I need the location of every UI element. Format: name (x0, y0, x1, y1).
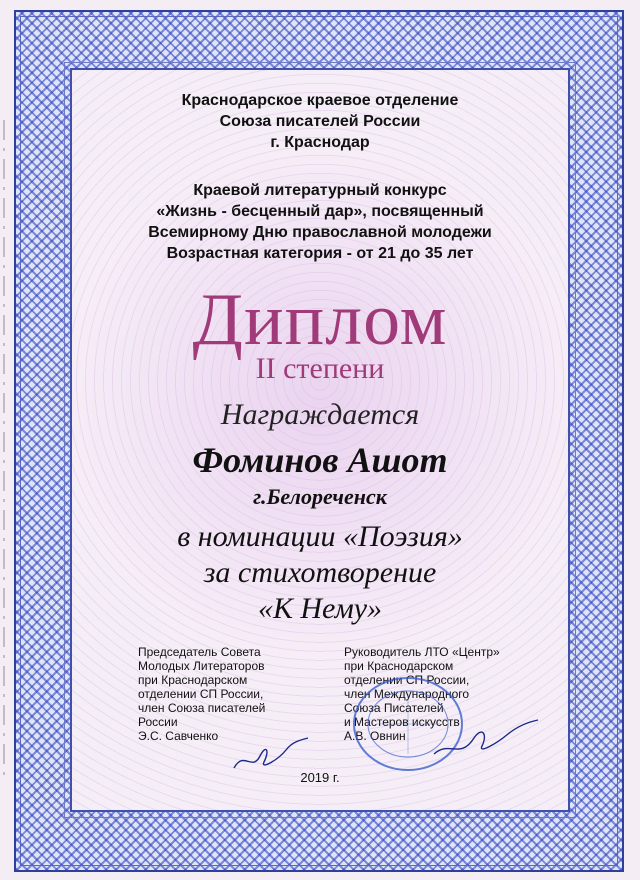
contest-line: Краевой литературный конкурс (193, 182, 447, 199)
signatory-line: Руководитель ЛТО «Центр» (344, 645, 500, 659)
diploma-degree: II степени (255, 352, 385, 385)
org-line: Краснодарское краевое отделение (181, 92, 459, 109)
diploma-title: Диплом (192, 279, 448, 361)
signatory-line: отделении СП России, (138, 687, 264, 701)
contest-line: Возрастная категория - от 21 до 35 лет (166, 245, 474, 262)
recipient-city: г.Белореченск (253, 484, 387, 509)
issue-year: 2019 г. (300, 770, 340, 785)
nomination: в номинации «Поэзия» (177, 520, 463, 553)
recipient-name: Фоминов Ашот (192, 440, 448, 480)
contest-line: «Жизнь - бесценный дар», посвященный (156, 203, 484, 220)
signatory-line: отделении СП России, (344, 673, 470, 687)
awarded-label: Награждается (220, 398, 420, 431)
organization-header (0, 90, 640, 153)
signatory-line: при Краснодарском (344, 659, 454, 673)
for-poem-label: за стихотворение (203, 556, 437, 589)
handwritten-signature-right (430, 700, 540, 770)
org-line: Союза писателей России (219, 113, 421, 130)
signatory-line: и Мастеров искусств (344, 715, 460, 729)
signatory-line: член Международного (344, 687, 470, 701)
signatory-line: России (138, 715, 178, 729)
org-line: г. Краснодар (270, 134, 370, 151)
contest-line: Всемирному Дню православной молодежи (148, 224, 492, 241)
contest-description (0, 180, 640, 264)
signatory-name: Э.С. Савченко (138, 729, 219, 743)
signatory-line: член Союза писателей (138, 701, 266, 715)
poem-title: «К Нему» (257, 592, 383, 625)
signatory-line: Союза Писателей (344, 701, 444, 715)
signatory-line: Председатель Совета (138, 645, 261, 659)
signatory-line: Молодых Литераторов (138, 659, 265, 673)
signatory-line: при Краснодарском (138, 673, 248, 687)
signatory-name: А.В. Овнин (344, 729, 406, 743)
